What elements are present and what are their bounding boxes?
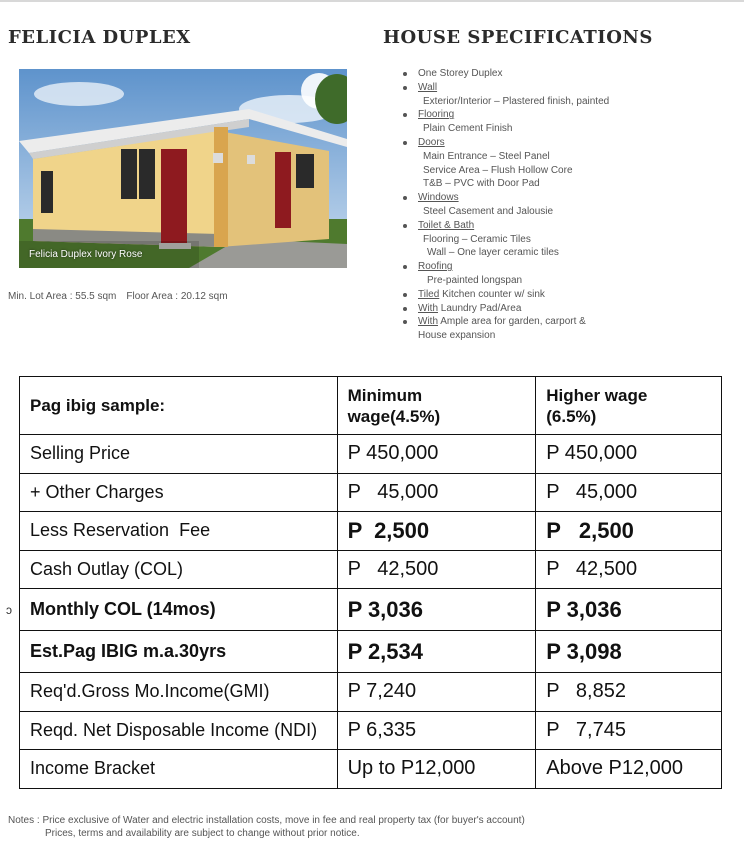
lot-info xyxy=(8,291,228,302)
row-label: Cash Outlay (COL) xyxy=(20,550,338,589)
row-high-value: P 3,098 xyxy=(536,631,722,673)
row-high-value: P 7,745 xyxy=(536,711,722,750)
spec-toilet-bath: Toilet & Bath Flooring – Ceramic Tiles Wall – One layer ceramic tiles xyxy=(400,219,730,260)
spec-flooring: Flooring Plain Cement Finish xyxy=(400,108,730,136)
row-min-value: P 450,000 xyxy=(337,435,536,474)
table-row xyxy=(20,589,722,631)
header-higher-wage: Higher wage (6.5%) xyxy=(536,377,722,435)
floor-area: Floor Area : 20.12 sqm xyxy=(126,291,228,302)
house-illustration xyxy=(19,69,347,268)
spec-expansion: With Ample area for garden, carport & House expansion xyxy=(400,315,730,343)
spec-kitchen: Tiled Kitchen counter w/ sink xyxy=(400,288,730,302)
row-min-value: P 3,036 xyxy=(337,589,536,631)
row-high-value: Above P12,000 xyxy=(536,750,722,789)
row-min-value: Up to P12,000 xyxy=(337,750,536,789)
table-row xyxy=(20,473,722,512)
spec-storey: One Storey Duplex xyxy=(400,67,730,81)
spec-wall: Wall Exterior/Interior – Plastered finish, painted xyxy=(400,81,730,109)
table-row xyxy=(20,673,722,712)
row-high-value: P 42,500 xyxy=(536,550,722,589)
row-label: Est.Pag IBIG m.a.30yrs xyxy=(20,631,338,673)
row-high-value: P 3,036 xyxy=(536,589,722,631)
side-mark: ɔ xyxy=(6,603,12,617)
row-label: + Other Charges xyxy=(20,473,338,512)
spec-laundry: With Laundry Pad/Area xyxy=(400,302,730,316)
row-high-value: P 8,852 xyxy=(536,673,722,712)
pagibig-table xyxy=(19,376,722,789)
min-lot-area: Min. Lot Area : 55.5 sqm xyxy=(8,291,117,302)
row-label: Income Bracket xyxy=(20,750,338,789)
row-min-value: P 45,000 xyxy=(337,473,536,512)
header-minimum-wage: Minimum wage(4.5%) xyxy=(337,377,536,435)
row-label: Reqd. Net Disposable Income (NDI) xyxy=(20,711,338,750)
row-min-value: P 7,240 xyxy=(337,673,536,712)
house-photo xyxy=(19,69,347,268)
notes-line-1: Notes : Price exclusive of Water and electric installation costs, move in fee and real property tax (for buyer's account) xyxy=(8,815,525,826)
table-header-row xyxy=(20,377,722,435)
row-min-value: P 42,500 xyxy=(337,550,536,589)
specifications-title: HOUSE SPECIFICATIONS xyxy=(383,27,653,48)
top-divider xyxy=(0,0,744,2)
spec-doors: Doors Main Entrance – Steel Panel Service Area – Flush Hollow Core T&B – PVC with Door Pad xyxy=(400,136,730,191)
table-row xyxy=(20,750,722,789)
row-label: Monthly COL (14mos) xyxy=(20,589,338,631)
table-row xyxy=(20,512,722,551)
table-row xyxy=(20,550,722,589)
table-row xyxy=(20,711,722,750)
row-high-value: P 2,500 xyxy=(536,512,722,551)
row-min-value: P 2,534 xyxy=(337,631,536,673)
row-label: Req'd.Gross Mo.Income(GMI) xyxy=(20,673,338,712)
notes xyxy=(8,814,525,840)
specifications-list xyxy=(400,67,730,343)
row-high-value: P 450,000 xyxy=(536,435,722,474)
row-min-value: P 2,500 xyxy=(337,512,536,551)
spec-windows: Windows Steel Casement and Jalousie xyxy=(400,191,730,219)
row-label: Less Reservation Fee xyxy=(20,512,338,551)
photo-caption: Felicia Duplex Ivory Rose xyxy=(29,249,143,260)
row-min-value: P 6,335 xyxy=(337,711,536,750)
notes-line-2: Prices, terms and availability are subject to change without prior notice. xyxy=(45,828,360,839)
header-label: Pag ibig sample: xyxy=(20,377,338,435)
house-model-title: FELICIA DUPLEX xyxy=(8,27,191,48)
spec-roofing: Roofing Pre-painted longspan xyxy=(400,260,730,288)
row-label: Selling Price xyxy=(20,435,338,474)
table-row xyxy=(20,435,722,474)
row-high-value: P 45,000 xyxy=(536,473,722,512)
table-row xyxy=(20,631,722,673)
